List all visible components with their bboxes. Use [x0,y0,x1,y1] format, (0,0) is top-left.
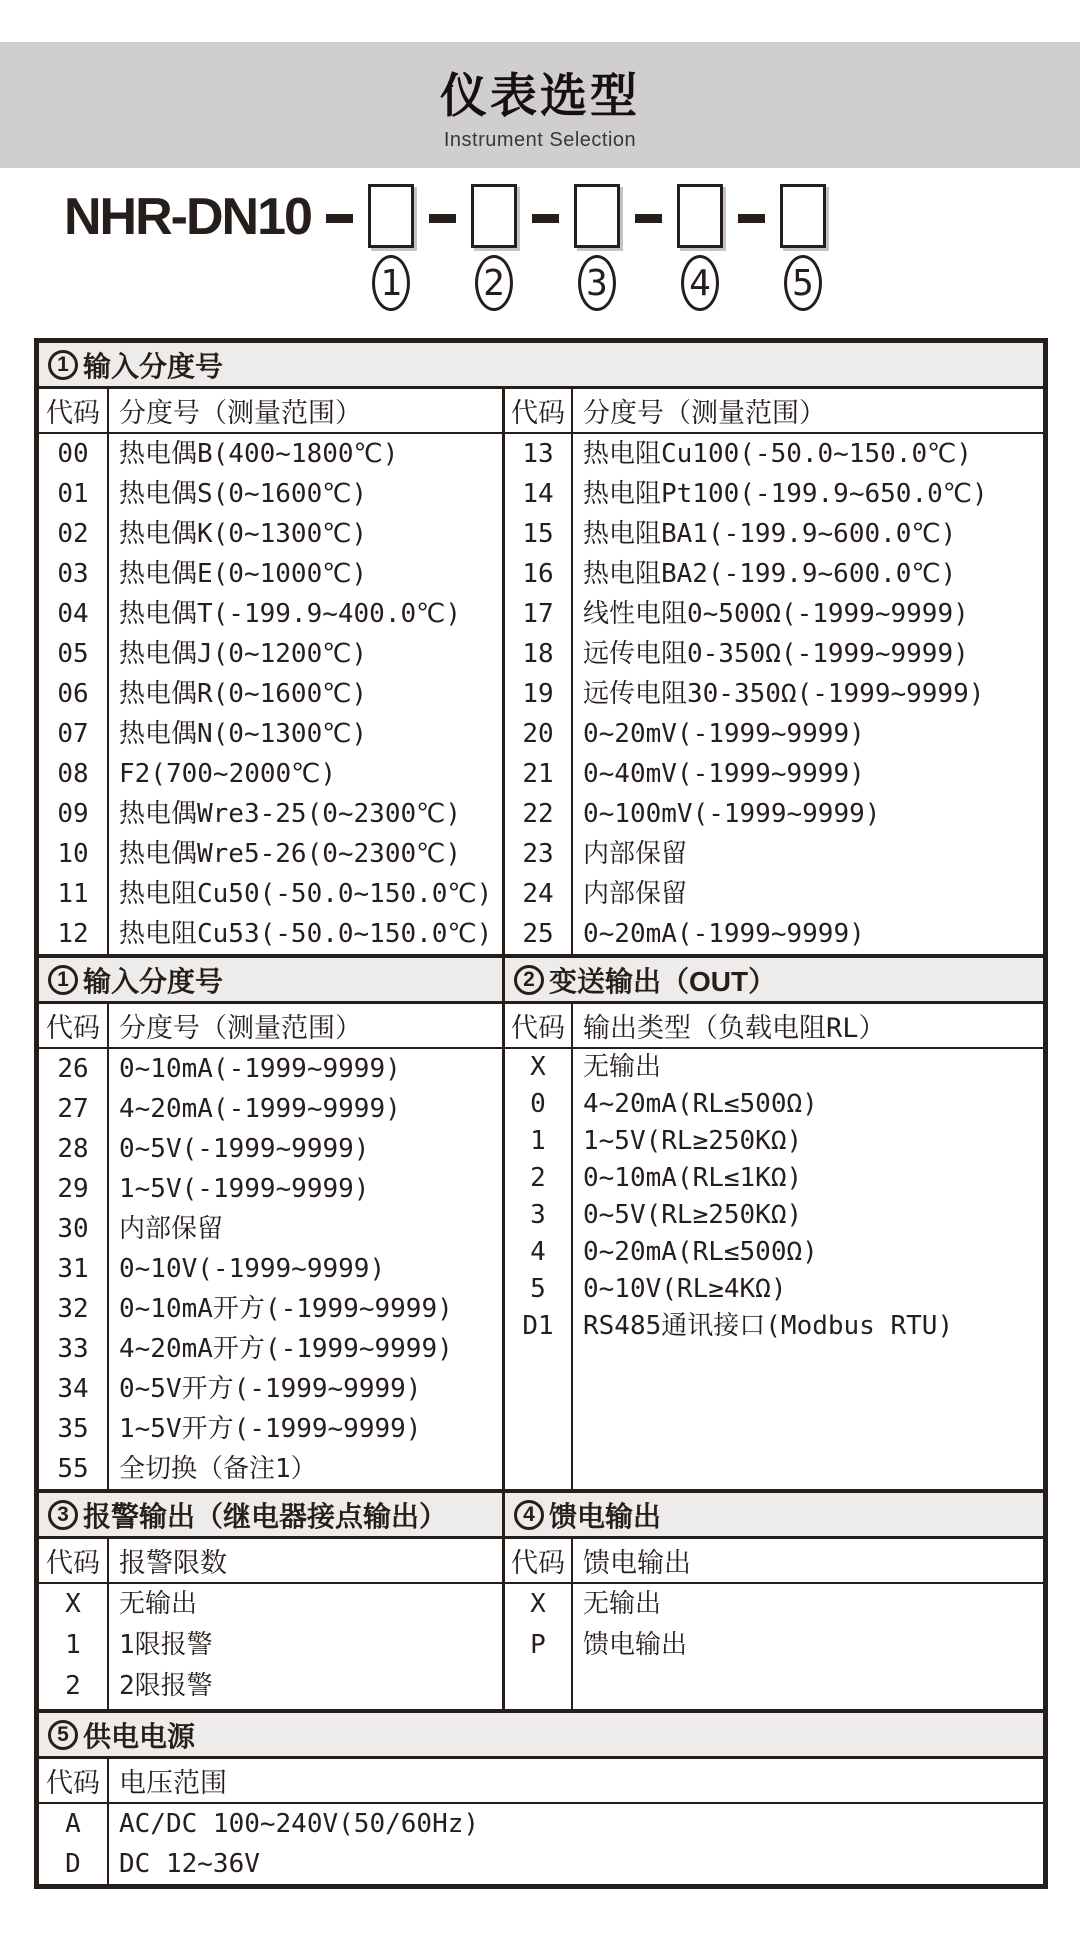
page [0,42,1080,1943]
position-number-circle: 1 [372,255,410,311]
code-cell: 55 [57,1454,89,1484]
code-cell: 13 [522,439,554,469]
label-cell: 热电偶J(0~1200℃) [119,639,368,669]
section-5-data [39,1804,1043,1884]
label-cell: 远传电阻30-350Ω(-1999~9999) [583,679,985,709]
label-cell: 热电偶Wre3-25(0~2300℃) [119,799,461,829]
page-subtitle: Instrument Selection [443,128,637,151]
code-cell: 17 [522,599,554,629]
circled-number-icon: 1 [48,350,78,380]
column-header-code: 代码 [39,1004,109,1047]
section-title [39,1493,505,1536]
column-header-row [39,389,1043,434]
circled-number-icon: 2 [514,965,544,995]
label-cell: 4~20mA(-1999~9999) [119,1094,401,1124]
label-cell: 1~5V开方(-1999~9999) [119,1414,422,1444]
code-cell: 34 [57,1374,89,1404]
code-cell: 02 [57,519,89,549]
label-cell: 0~10mA开方(-1999~9999) [119,1294,453,1324]
label-cell: 0~100mV(-1999~9999) [583,799,881,829]
code-cell: P [530,1630,546,1660]
model-position-slot [620,184,723,311]
label-cell: 0~20mV(-1999~9999) [583,719,865,749]
code-cell: 18 [522,639,554,669]
code-cell: 21 [522,759,554,789]
label-cell: 1限报警 [119,1630,213,1660]
code-cell: 26 [57,1054,89,1084]
section-title [39,958,505,1001]
label-cell: 热电偶N(0~1300℃) [119,719,368,749]
label-cell: 2限报警 [119,1671,213,1701]
title-banner [0,42,1080,168]
code-cell: 0 [530,1089,546,1119]
label-cell: 无输出 [119,1589,198,1619]
code-cell: 06 [57,679,89,709]
code-cell: 01 [57,479,89,509]
column-header-code: 代码 [505,389,573,432]
section-title [505,958,1043,1001]
column-header-row [39,1539,1043,1584]
code-column [39,1584,109,1709]
code-cell: 2 [530,1163,546,1193]
model-position [574,184,620,311]
code-cell: A [65,1809,81,1839]
column-header-division: 分度号（测量范围） [583,398,826,429]
circled-number-icon: 5 [48,1720,78,1750]
code-cell: 5 [530,1274,546,1304]
code-cell: 27 [57,1094,89,1124]
code-cell: 19 [522,679,554,709]
section-1-data [39,434,1043,954]
code-cell: 31 [57,1254,89,1284]
column-header-row [39,1004,1043,1049]
circled-number-icon: 4 [514,1500,544,1530]
model-prefix: NHR-DN10 [64,188,311,246]
code-cell: D1 [522,1311,554,1341]
column-header-division: 分度号（测量范围） [109,1004,505,1047]
label-cell: 热电阻Cu100(-50.0~150.0℃) [583,439,972,469]
column-header-code: 代码 [505,1004,573,1047]
model-position-slot [517,184,620,311]
code-cell: 11 [57,879,89,909]
column-header-feed-output: 馈电输出 [583,1548,691,1579]
label-column [573,1049,1043,1489]
code-cell: 24 [522,879,554,909]
column-header-code: 代码 [505,1539,573,1582]
code-cell: 16 [522,559,554,589]
code-cell: 28 [57,1134,89,1164]
label-cell: 热电阻Cu50(-50.0~150.0℃) [119,879,493,909]
label-cell: 0~10V(RL≥4KΩ) [583,1274,787,1304]
code-cell: 32 [57,1294,89,1324]
section-title [39,1713,1043,1756]
section-title [39,343,1043,386]
label-cell: 0~5V(RL≥250KΩ) [583,1200,803,1230]
model-position-box [471,184,517,248]
model-position-box [780,184,826,248]
label-column [109,1584,505,1709]
label-cell: 热电偶Wre5-26(0~2300℃) [119,839,461,869]
code-cell: X [65,1589,81,1619]
code-cell: 07 [57,719,89,749]
model-position-slot [311,184,414,311]
section-title-label: 报警输出（继电器接点输出） [83,1500,448,1532]
dash-separator [429,214,456,223]
code-column [505,1584,573,1709]
section-2-data [39,1049,1043,1489]
circled-number-icon: 1 [48,965,78,995]
code-cell: 33 [57,1334,89,1364]
dash-separator [635,214,662,223]
section-title-label: 输入分度号 [83,965,224,997]
code-cell: 3 [530,1200,546,1230]
position-number-circle: 5 [784,255,822,311]
code-cell: 03 [57,559,89,589]
section-title-label: 供电电源 [83,1720,196,1752]
code-column [505,1049,573,1489]
column-header-division: 分度号（测量范围） [109,389,505,432]
code-cell: 04 [57,599,89,629]
label-cell: 0~20mA(RL≤500Ω) [583,1237,818,1267]
code-cell: 12 [57,919,89,949]
column-header-code: 代码 [39,389,109,432]
section-header-input-division-2-and-output [39,954,1043,1004]
section-header-input-division-1 [39,343,1043,389]
label-cell: 无输出 [583,1052,662,1082]
label-column [109,434,505,954]
label-cell: 热电偶T(-199.9~400.0℃) [119,599,461,629]
label-cell: 1~5V(-1999~9999) [119,1174,370,1204]
code-cell: 1 [65,1630,81,1660]
column-header-voltage-range: 电压范围 [119,1768,227,1799]
code-cell: 08 [57,759,89,789]
label-cell: DC 12~36V [119,1849,260,1879]
model-position-slots [311,184,826,311]
label-cell: 热电偶B(400~1800℃) [119,439,399,469]
label-cell: 热电偶R(0~1600℃) [119,679,368,709]
code-cell: 20 [522,719,554,749]
label-cell: 馈电输出 [583,1630,688,1660]
label-cell: F2(700~2000℃) [119,759,337,789]
section-title [505,1493,1043,1536]
model-position-slot [723,184,826,311]
label-cell: 远传电阻0-350Ω(-1999~9999) [583,639,969,669]
code-cell: D [65,1849,81,1879]
code-cell: X [530,1052,546,1082]
code-cell: 14 [522,479,554,509]
model-position-box [574,184,620,248]
model-position [471,184,517,311]
page-title: 仪表选型 [440,68,640,122]
code-cell: 30 [57,1214,89,1244]
code-cell: 4 [530,1237,546,1267]
label-cell: 热电偶E(0~1000℃) [119,559,368,589]
section-title-label: 变送输出（OUT） [549,965,777,997]
position-number-circle: 3 [578,255,616,311]
label-column [573,1584,1043,1709]
code-cell: 23 [522,839,554,869]
code-cell: 1 [530,1126,546,1156]
label-cell: 热电阻BA1(-199.9~600.0℃) [583,519,957,549]
label-cell: AC/DC 100~240V(50/60Hz) [119,1809,480,1839]
label-cell: 0~20mA(-1999~9999) [583,919,865,949]
label-column [573,434,1043,954]
column-header-output-type: 输出类型（负载电阻RL） [583,1013,886,1044]
column-header-alarm-limit: 报警限数 [109,1539,505,1582]
position-number-circle: 4 [681,255,719,311]
dash-separator [326,214,353,223]
label-cell: 0~40mV(-1999~9999) [583,759,865,789]
label-cell: 0~10V(-1999~9999) [119,1254,386,1284]
code-cell: X [530,1589,546,1619]
label-cell: 4~20mA开方(-1999~9999) [119,1334,453,1364]
code-column [39,1804,109,1884]
model-position-slot [414,184,517,311]
dash-separator [532,214,559,223]
code-column [39,1049,109,1489]
section-title-label: 馈电输出 [549,1500,662,1532]
label-column [109,1049,505,1489]
label-cell: 0~10mA(-1999~9999) [119,1054,401,1084]
position-number-circle: 2 [475,255,513,311]
dash-separator [738,214,765,223]
label-cell: 0~10mA(RL≤1KΩ) [583,1163,803,1193]
section-header-alarm-and-feed-output [39,1489,1043,1539]
label-cell: 内部保留 [583,839,688,869]
label-cell: 热电阻Cu53(-50.0~150.0℃) [119,919,493,949]
code-cell: 2 [65,1671,81,1701]
model-position [677,184,723,311]
circled-number-icon: 3 [48,1500,78,1530]
model-position [368,184,414,311]
label-cell: 0~5V开方(-1999~9999) [119,1374,422,1404]
code-cell: 09 [57,799,89,829]
section-title-label: 输入分度号 [83,350,224,382]
code-column [505,434,573,954]
code-column [39,434,109,954]
code-cell: 00 [57,439,89,469]
column-header-row [39,1759,1043,1804]
model-position [780,184,826,311]
model-code-line [64,184,1080,332]
label-cell: 内部保留 [583,879,688,909]
model-position-box [677,184,723,248]
code-cell: 22 [522,799,554,829]
column-header-code: 代码 [39,1759,109,1802]
label-cell: 热电偶K(0~1300℃) [119,519,368,549]
label-cell: 内部保留 [119,1214,224,1244]
label-cell: 全切换（备注1） [119,1454,317,1484]
code-cell: 05 [57,639,89,669]
label-cell: 4~20mA(RL≤500Ω) [583,1089,818,1119]
label-cell: 0~5V(-1999~9999) [119,1134,370,1164]
label-cell: 1~5V(RL≥250KΩ) [583,1126,803,1156]
section-3-data [39,1584,1043,1709]
label-cell: 热电偶S(0~1600℃) [119,479,368,509]
code-cell: 29 [57,1174,89,1204]
code-cell: 15 [522,519,554,549]
code-cell: 25 [522,919,554,949]
model-position-box [368,184,414,248]
label-cell: 线性电阻0~500Ω(-1999~9999) [583,599,969,629]
label-cell: RS485通讯接口(Modbus RTU) [583,1311,954,1341]
label-cell: 热电阻BA2(-199.9~600.0℃) [583,559,957,589]
selection-table [34,338,1048,1889]
column-header-code: 代码 [39,1539,109,1582]
label-cell: 无输出 [583,1589,662,1619]
section-header-power-supply [39,1709,1043,1759]
code-cell: 10 [57,839,89,869]
label-column [109,1804,1043,1884]
label-cell: 热电阻Pt100(-199.9~650.0℃) [583,479,988,509]
code-cell: 35 [57,1414,89,1444]
